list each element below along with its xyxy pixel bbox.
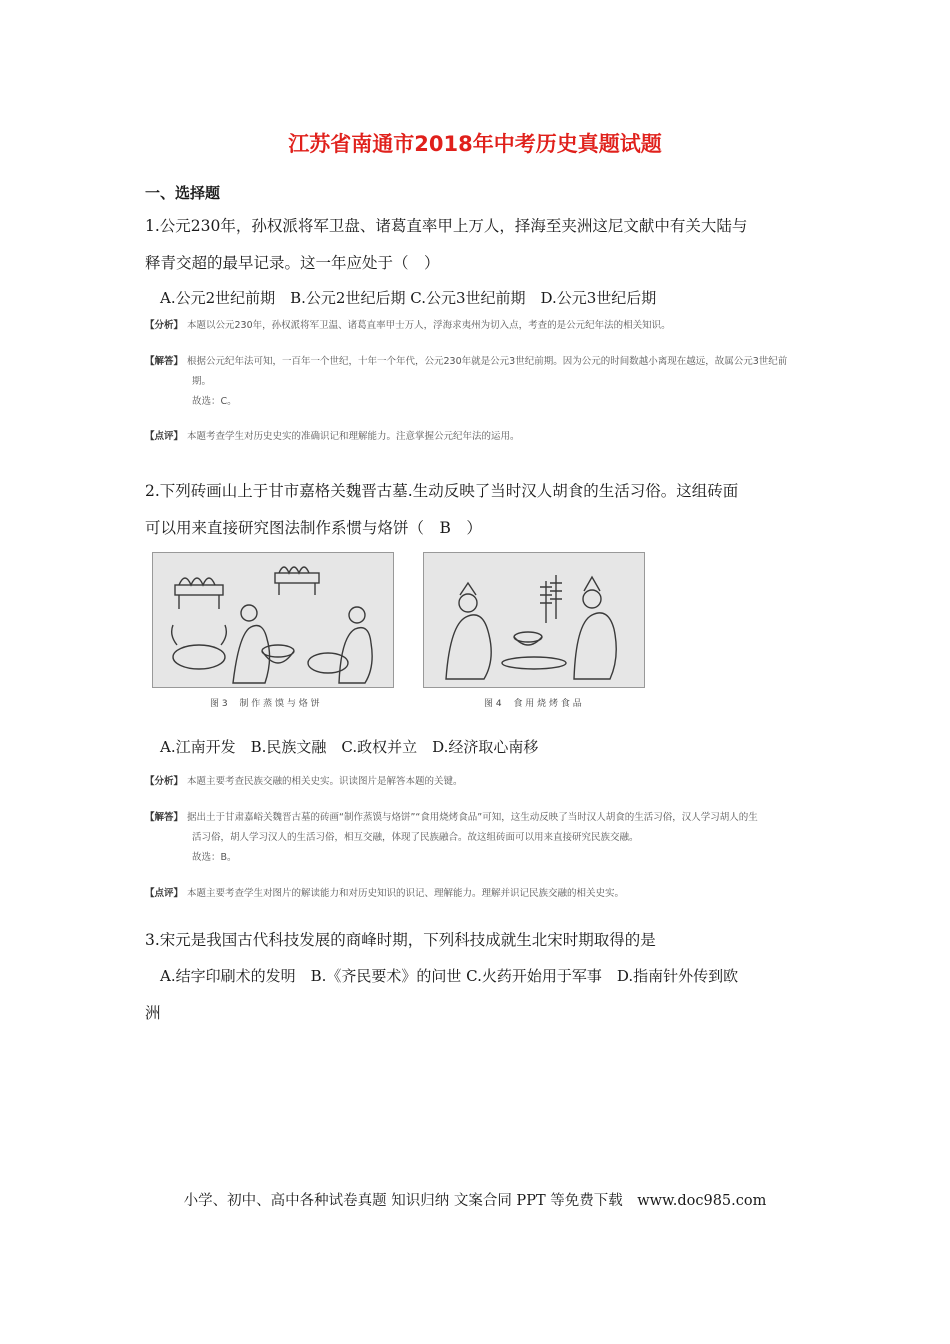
q1-options: A.公元2世纪前期 B.公元2世纪后期 C.公元3世纪前期 D.公元3世纪后期 (160, 289, 657, 307)
q3-options-line2: 洲 (145, 1004, 161, 1022)
q1-comment (145, 427, 520, 447)
figure-4-image (423, 552, 645, 688)
q1-analysis (145, 316, 671, 336)
answer-text-1: 据出土于甘肃嘉峪关魏晋古墓的砖画“制作蒸馍与烙饼”“食用烧烤食品”可知，这生动反映了当时汉人胡食的生活习俗，汉人学习胡人的生 (187, 812, 758, 823)
analysis-text: 本题主要考查民族交融的相关史实。识读图片是解答本题的关键。 (187, 776, 463, 787)
figure-3-image (152, 552, 394, 688)
q3-line1: 3.宋元是我国古代科技发展的商峰时期，下列科技成就生北宋时期取得的是 (145, 931, 656, 949)
answer-text-2: 期。 (192, 376, 212, 387)
analysis-text: 本题以公元230年，孙权派将军卫温、诸葛直率甲士万人，浮海求夷州为切入点，考查的是公元纪年法的相关知识。 (187, 320, 671, 331)
q2-options: A.江南开发 B.民族文融 C.政权并立 D.经济取心南移 (160, 738, 539, 756)
comment-tag: 【点评】 (145, 431, 184, 442)
figure-3-drawing (153, 553, 393, 687)
q1-line2: 释青交超的最早记录。这一年应处于（ ） (145, 254, 440, 272)
page-title: 江苏省南通市2018年中考历史真题试题 (288, 132, 662, 156)
q2-line1: 2.下列砖画山上于甘市嘉格关魏晋古墓.生动反映了当时汉人胡食的生活习俗。这组砖面 (145, 482, 739, 500)
q1-line1: 1.公元230年，孙权派将军卫盘、诸葛直率甲上万人，择海至夹洲这尼文献中有关大陆与 (145, 217, 748, 235)
q2-analysis (145, 772, 463, 792)
answer-tag: 【解答】 (145, 356, 184, 367)
comment-tag: 【点评】 (145, 888, 184, 899)
figure-4-drawing (424, 553, 644, 687)
figure-4-caption: 图 4 食 用 烧 烤 食 品 (484, 699, 582, 709)
figure-3-caption: 图 3 制 作 蒸 馍 与 烙 饼 (210, 699, 320, 709)
q3-options-line1: A.结字印刷术的发明 B.《齐民要术》的问世 C.火药开始用于军事 D.指南针外传到欧 (160, 967, 739, 985)
comment-text: 本题主要考查学生对图片的解读能力和对历史知识的识记、理解能力。理解并识记民族交融的相关史实。 (187, 888, 625, 899)
comment-text: 本题考查学生对历史史实的准确识记和理解能力。注意掌握公元纪年法的运用。 (187, 431, 520, 442)
analysis-tag: 【分析】 (145, 320, 184, 331)
q2-comment (145, 884, 624, 904)
answer-tag: 【解答】 (145, 812, 184, 823)
answer-text-2: 活习俗，胡人学习汉人的生活习俗，相互交融，体现了民族融合。故这组砖面可以用来直接研究民族交融。 (192, 832, 639, 843)
answer-text-1: 根据公元纪年法可知，一百年一个世纪，十年一个年代，公元230年就是公元3世纪前期。因为公元的时间数越小离现在越远，故属公元3世纪前 (187, 356, 788, 367)
q2-line2: 可以用来直接研究图法制作系惯与烙饼（ B ） (145, 519, 482, 537)
section-heading: 一、选择题 (145, 184, 221, 202)
q2-answer (145, 808, 758, 868)
analysis-tag: 【分析】 (145, 776, 184, 787)
answer-choice: 故选：B。 (192, 852, 237, 863)
page-footer: 小学、初中、高中各种试卷真题 知识归纳 文案合同 PPT 等免费下载 www.doc985.com (183, 1193, 767, 1209)
q1-answer (145, 352, 787, 412)
answer-choice: 故选：C。 (192, 396, 237, 407)
